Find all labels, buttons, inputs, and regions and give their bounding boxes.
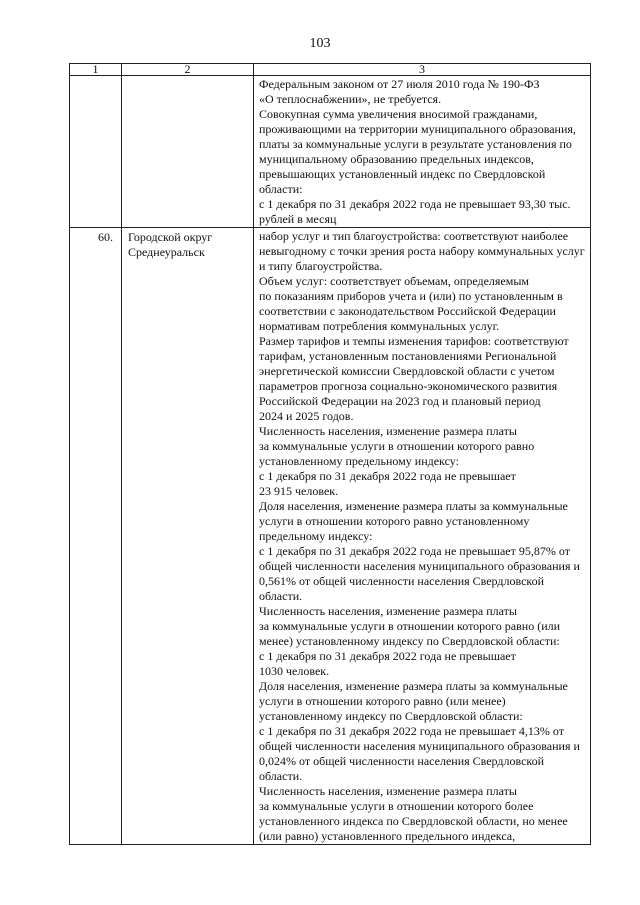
description-line: 23 915 человек. <box>259 484 339 498</box>
table-header-row <box>70 64 591 76</box>
description-line: с 1 декабря по 31 декабря 2022 года не превышает <box>259 469 516 483</box>
description-line: Доля населения, изменение размера платы за коммунальные <box>259 499 568 513</box>
description-line: Численность населения, изменение размера платы <box>259 424 517 438</box>
description-line: проживающими на территории муниципального образования, <box>259 122 576 136</box>
description-line: общей численности населения муниципального образования и <box>259 739 580 753</box>
description-line: 2024 и 2025 годов. <box>259 409 354 423</box>
description-line: области. <box>259 589 303 603</box>
description-line: с 1 декабря по 31 декабря 2022 года не превышает 93,30 тыс. <box>259 197 571 211</box>
description-line: рублей в месяц <box>259 212 337 226</box>
description-line: услуги в отношении которого равно (или менее) <box>259 694 506 708</box>
description-line: соответствии с законодательством Российской Федерации <box>259 304 556 318</box>
description-line: превышающих установленный индекс по Свердловской <box>259 167 546 181</box>
description-line: 0,024% от общей численности населения Свердловской <box>259 754 545 768</box>
document-table <box>69 63 591 845</box>
description-line: тарифам, установленным постановлениями Региональной <box>259 349 557 363</box>
description-line: невыгодному с точки зрения роста набору коммунальных услуг <box>259 244 585 258</box>
description-line: установленного индекса по Свердловской области, но менее <box>259 814 568 828</box>
description-line: Объем услуг: соответствует объемам, определяемым <box>259 274 530 288</box>
description-line: услуги в отношении которого равно установленному <box>259 514 530 528</box>
description-line: области. <box>259 769 303 783</box>
municipality-name-cell <box>122 76 254 228</box>
description-line: 1030 человек. <box>259 664 330 678</box>
row-number-cell: 60. <box>70 228 122 845</box>
description-line: предельному индексу: <box>259 529 373 543</box>
municipality-name-line: Городской округ <box>128 230 213 244</box>
row-number-cell <box>70 76 122 228</box>
description-line: платы за коммунальные услуги в результате установления по <box>259 137 572 151</box>
municipality-name-line: Среднеуральск <box>128 245 205 259</box>
description-line: с 1 декабря по 31 декабря 2022 года не превышает 95,87% от <box>259 544 570 558</box>
description-line: за коммунальные услуги в отношении которого более <box>259 799 534 813</box>
column-header-3: 3 <box>254 64 591 76</box>
description-line: параметров прогноза социально-экономического развития <box>259 379 558 393</box>
description-line: установленному индексу по Свердловской области: <box>259 709 523 723</box>
column-header-2: 2 <box>122 64 254 76</box>
description-line: установленному предельному индексу: <box>259 454 459 468</box>
description-line: Размер тарифов и темпы изменения тарифов: соответствуют <box>259 334 569 348</box>
description-line: менее) установленному индексу по Свердловской области: <box>259 634 560 648</box>
description-line: 0,561% от общей численности населения Свердловской <box>259 574 545 588</box>
description-line: Совокупная сумма увеличения вносимой гражданами, <box>259 107 538 121</box>
description-line: (или равно) установленного предельного индекса, <box>259 829 516 843</box>
description-line: с 1 декабря по 31 декабря 2022 года не превышает <box>259 649 516 663</box>
table-row <box>70 228 591 845</box>
description-line: области: <box>259 182 303 196</box>
description-line: нормативам потребления коммунальных услуг. <box>259 319 500 333</box>
description-line: за коммунальные услуги в отношении которого равно (или <box>259 619 561 633</box>
description-line: Численность населения, изменение размера платы <box>259 784 517 798</box>
description-cell <box>254 228 591 845</box>
description-line: и типу благоустройства. <box>259 259 383 273</box>
table-row <box>70 76 591 228</box>
description-line: муниципальному образованию предельных индексов, <box>259 152 534 166</box>
description-line: «О теплоснабжении», не требуется. <box>259 92 442 106</box>
description-line: Численность населения, изменение размера платы <box>259 604 517 618</box>
description-line: общей численности населения муниципального образования и <box>259 559 580 573</box>
description-line: с 1 декабря по 31 декабря 2022 года не превышает 4,13% от <box>259 724 564 738</box>
column-header-1: 1 <box>70 64 122 76</box>
municipality-name-cell <box>122 228 254 845</box>
description-line: набор услуг и тип благоустройства: соответствуют наиболее <box>259 229 569 243</box>
description-line: энергетической комиссии Свердловской области с учетом <box>259 364 555 378</box>
description-line: Доля населения, изменение размера платы за коммунальные <box>259 679 568 693</box>
page-number: 103 <box>309 36 331 51</box>
description-line: Федеральным законом от 27 июля 2010 года № 190-ФЗ <box>259 77 540 91</box>
description-line: Российской Федерации на 2023 год и плановый период <box>259 394 541 408</box>
description-line: по показаниям приборов учета и (или) по установленным в <box>259 289 563 303</box>
description-cell <box>254 76 591 228</box>
description-line: за коммунальные услуги в отношении которого равно <box>259 439 535 453</box>
